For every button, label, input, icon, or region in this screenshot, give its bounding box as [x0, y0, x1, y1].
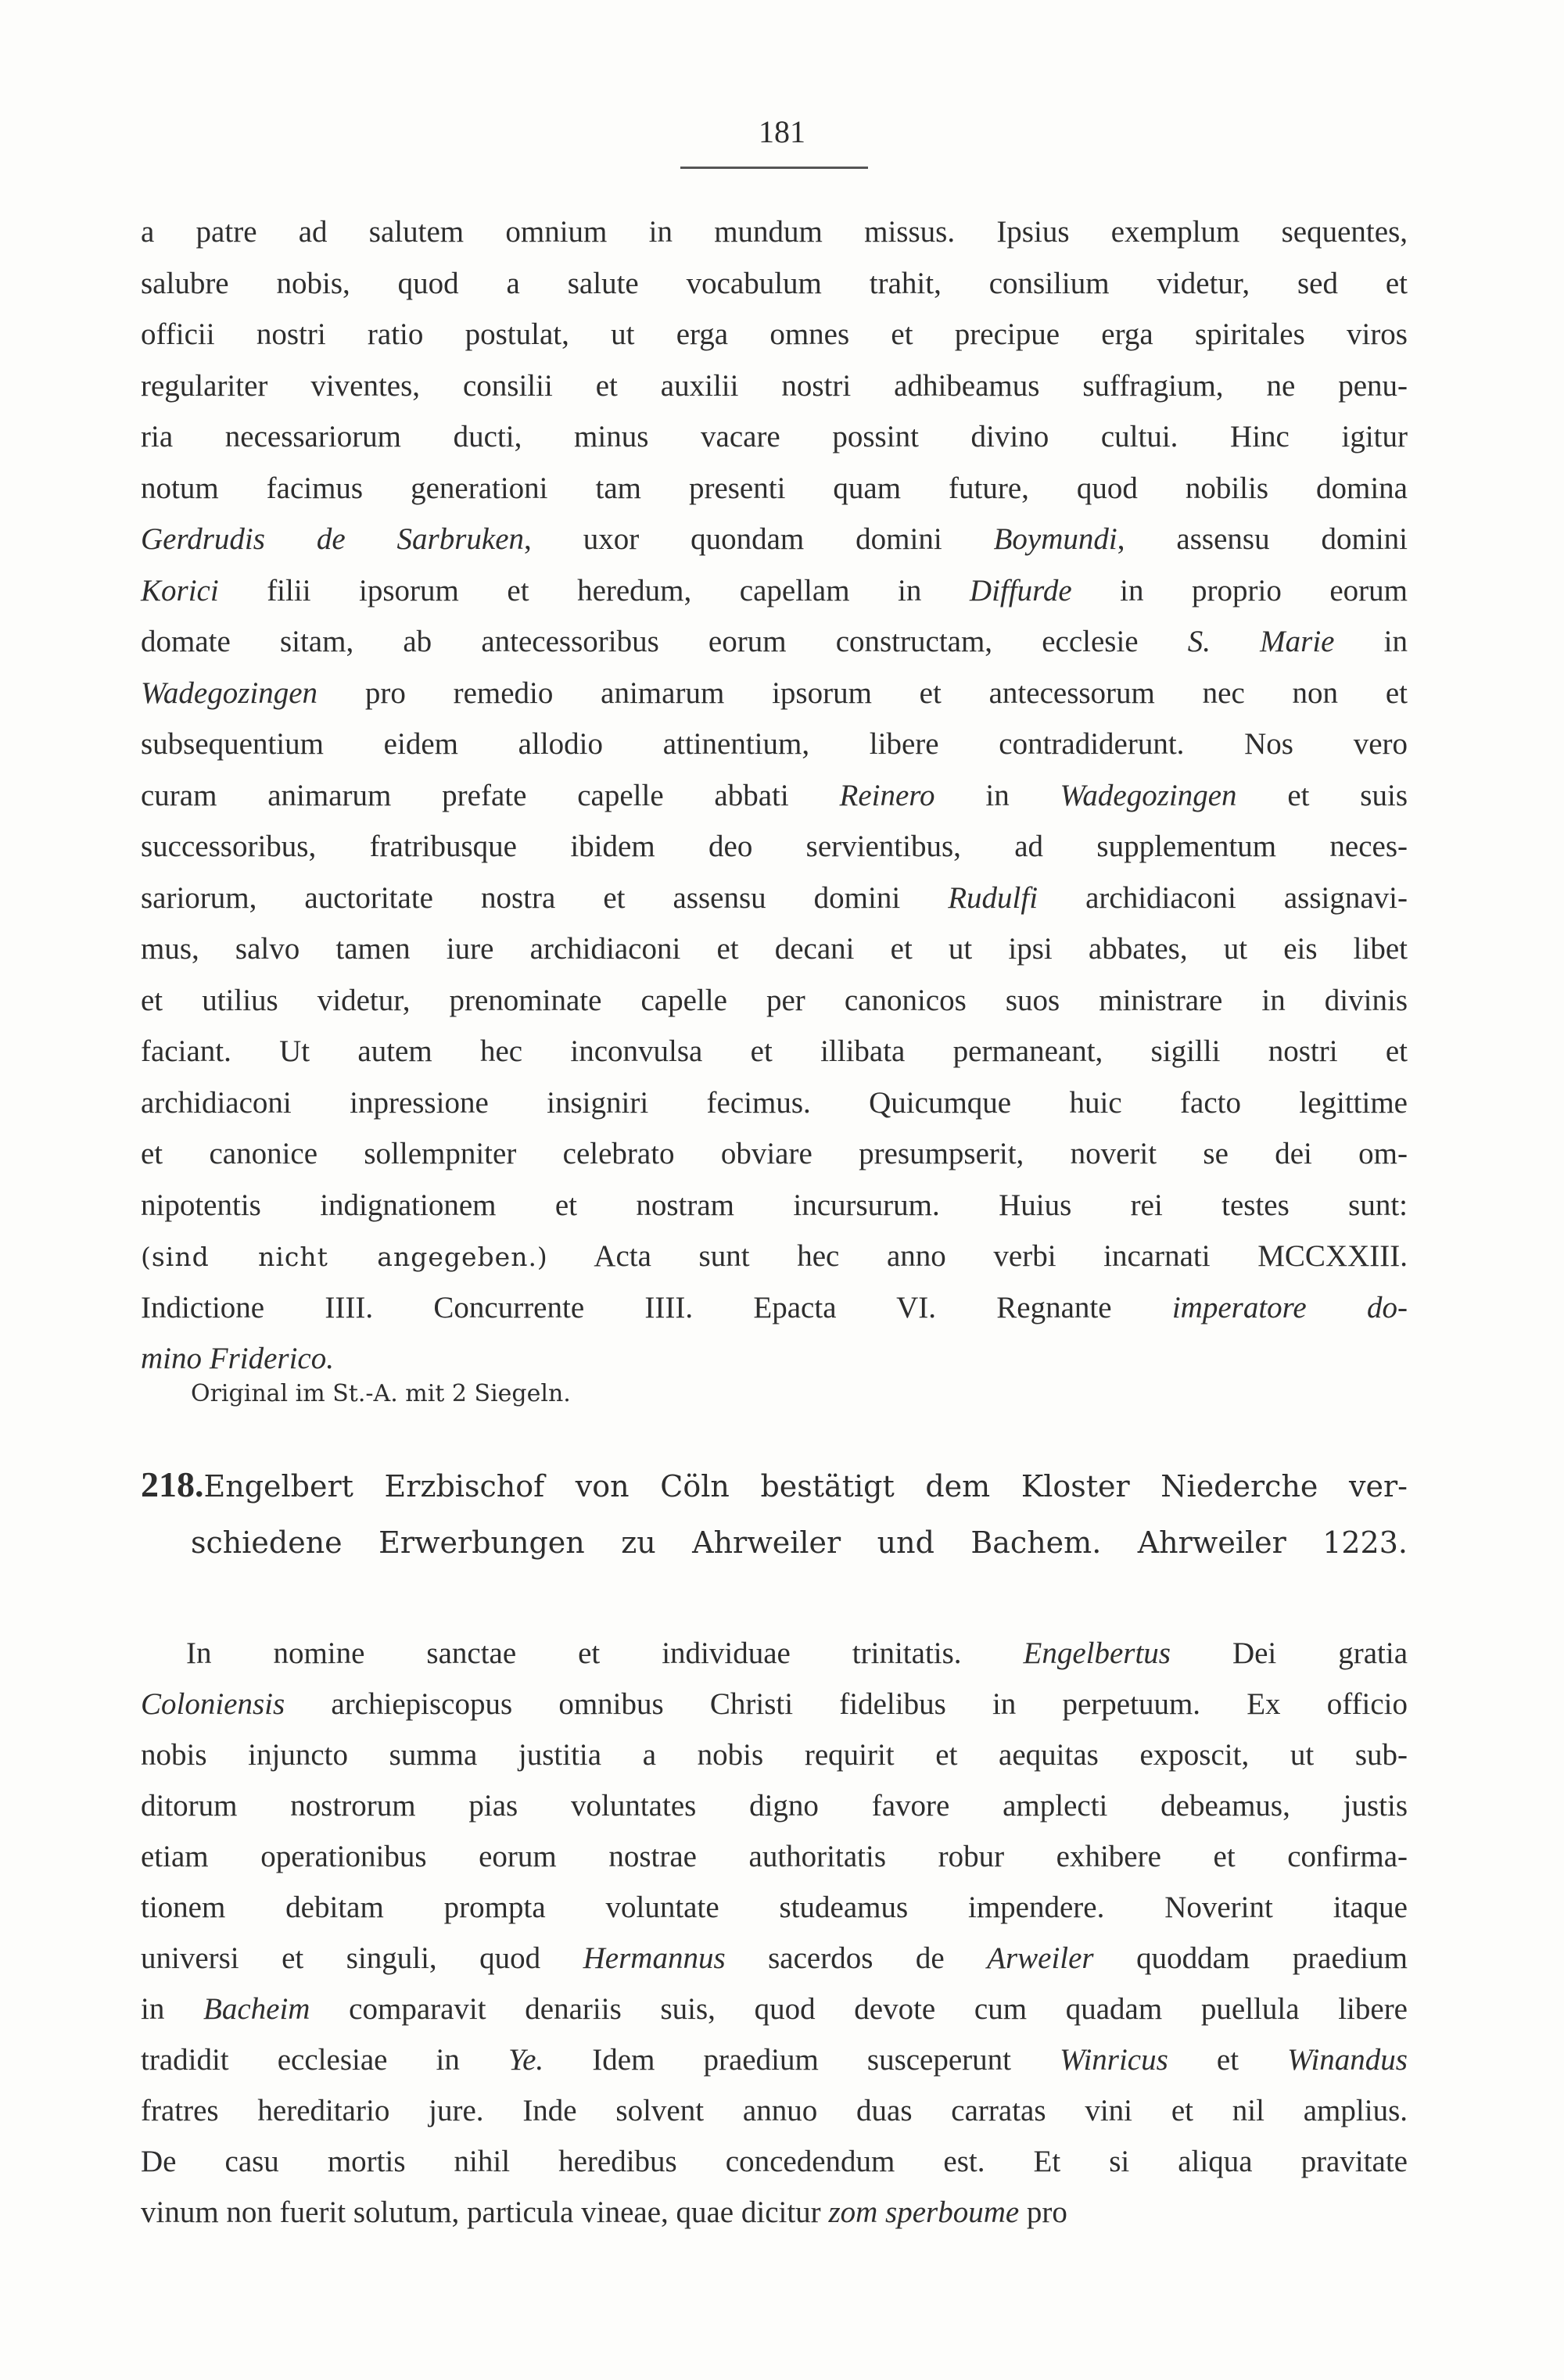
text-line	[141, 2034, 1408, 2085]
text-segment: in proprio eorum	[1071, 573, 1408, 608]
text-segment: subsequentium eidem allodio attinentium, libere contradiderunt. Nos vero	[141, 727, 1408, 761]
text-line	[141, 719, 1408, 770]
text-segment: in	[934, 778, 1060, 812]
text-segment: tionem debitam prompta voluntate studeamus impendere. Noverint itaque	[141, 1891, 1408, 1924]
text-line	[141, 923, 1408, 975]
italic-name: Gerdrudis de Sarbruken	[141, 522, 525, 556]
text-segment: nipotentis indignationem et nostram incursurum. Huius rei testes sunt:	[141, 1188, 1408, 1222]
text-segment: , assensu domini	[1117, 522, 1408, 556]
text-line	[141, 411, 1408, 463]
document-heading-218	[141, 1456, 1408, 1572]
italic-name: Rudulfi	[948, 880, 1038, 915]
text-segment: , uxor quondam domini	[524, 522, 994, 556]
text-segment: pro	[1019, 2195, 1067, 2229]
text-line	[141, 1628, 1408, 1679]
source-note: Original im St.-A. mit 2 Siegeln.	[191, 1380, 571, 1407]
italic-name: Reinero	[839, 778, 935, 812]
text-segment: In nomine sanctae et individuae trinitatis.	[186, 1636, 1024, 1670]
italic-name: mino Friderico.	[141, 1342, 334, 1375]
text-line	[141, 1180, 1408, 1231]
text-segment: successoribus, fratribusque ibidem deo servientibus, ad supplementum neces-	[141, 830, 1408, 863]
text-line	[141, 1282, 1408, 1334]
text-line	[141, 1933, 1408, 1984]
text-line	[141, 1831, 1408, 1882]
italic-name: Hermannus	[583, 1941, 726, 1975]
text-segment: et canonice sollempniter celebrato obviare presumpserit, noverit se dei om-	[141, 1137, 1408, 1170]
text-segment: fratres hereditario jure. Inde solvent annuo duas carratas vini et nil amplius.	[141, 2094, 1408, 2127]
heading-line-2: schiedene Erwerbungen zu Ahrweiler und Bachem. Ahrweiler 1223.	[191, 1525, 1408, 1560]
text-segment: ria necessariorum ducti, minus vacare possint divino cultui. Hinc igitur	[141, 420, 1408, 453]
text-segment: salubre nobis, quod a salute vocabulum trahit, consilium videtur, sed et	[141, 266, 1408, 300]
text-segment: etiam operationibus eorum nostrae authoritatis robur exhibere et confirma-	[141, 1840, 1408, 1873]
page-number-rule	[680, 167, 868, 169]
text-segment: De casu mortis nihil heredibus concedendum est. Et si aliqua pravitate	[141, 2145, 1408, 2178]
text-line	[141, 309, 1408, 360]
text-line	[141, 1984, 1408, 2034]
italic-name: Bacheim	[203, 1992, 310, 2026]
text-line	[141, 668, 1408, 719]
text-segment: regulariter viventes, consilii et auxilii nostri adhibeamus suffragium, ne penu-	[141, 368, 1408, 403]
text-segment: archiepiscopus omnibus Christi fidelibus in perpetuum. Ex officio	[285, 1687, 1408, 1721]
text-line	[141, 1077, 1408, 1129]
text-segment: Dei gratia	[1170, 1636, 1408, 1670]
text-segment: curam animarum prefate capelle abbati	[141, 778, 840, 812]
text-segment: comparavit denariis suis, quod devote cum quadam puellula libere	[310, 1992, 1408, 2026]
heading-line-1	[141, 1456, 1408, 1514]
text-segment: ditorum nostrorum pias voluntates digno favore amplecti debeamus, justis	[141, 1789, 1408, 1823]
italic-name: Diffurde	[969, 573, 1072, 608]
text-segment: universi et singuli, quod	[141, 1941, 583, 1975]
text-segment: sacerdos de	[725, 1941, 988, 1975]
italic-name: Coloniensis	[141, 1687, 285, 1721]
text-segment: in	[141, 1992, 204, 2026]
text-segment: vinum non fuerit solutum, particula vineae, quae dicitur	[141, 2195, 829, 2229]
text-segment: tradidit ecclesiae in	[141, 2043, 508, 2077]
text-line	[141, 2136, 1408, 2187]
text-line	[141, 565, 1408, 617]
text-line	[141, 2187, 1408, 2238]
document-number: 218.	[141, 1464, 204, 1504]
text-segment: et utilius videtur, prenominate capelle per canonicos suos ministrare in divinis	[141, 983, 1408, 1017]
text-line	[141, 1333, 1408, 1385]
text-line	[141, 514, 1408, 565]
text-segment: faciant. Ut autem hec inconvulsa et illibata permaneant, sigilli nostri et	[141, 1034, 1408, 1068]
text-line	[141, 463, 1408, 514]
italic-name: Boymundi	[993, 522, 1117, 556]
italic-name: Winandus	[1287, 2043, 1408, 2077]
text-line	[141, 873, 1408, 924]
text-segment: in	[1334, 625, 1408, 658]
text-line	[141, 2085, 1408, 2136]
paragraph-charter-217-text	[141, 206, 1408, 1385]
text-line	[141, 975, 1408, 1027]
text-segment: a patre ad salutem omnium in mundum missus. Ipsius exemplum sequentes,	[141, 215, 1408, 249]
text-segment: mus, salvo tamen iure archidiaconi et decani et ut ipsi abbates, ut eis libet	[141, 932, 1408, 966]
text-segment: officii nostri ratio postulat, ut erga omnes et precipue erga spiritales viros	[141, 317, 1408, 351]
text-segment: Acta sunt hec anno verbi incarnati MCCXXIII.	[547, 1239, 1408, 1273]
text-line	[141, 1882, 1408, 1933]
italic-name: imperatore do-	[1171, 1290, 1408, 1324]
text-segment: archidiaconi assignavi-	[1038, 880, 1408, 915]
text-line	[141, 770, 1408, 822]
italic-name: Winricus	[1060, 2043, 1168, 2077]
text-segment: Indictione IIII. Concurrente IIII. Epacta VI. Regnante	[141, 1290, 1172, 1324]
text-line	[141, 1231, 1408, 1282]
text-segment: filii ipsorum et heredum, capellam in	[218, 573, 970, 608]
italic-name: Ye.	[508, 2043, 544, 2077]
italic-name: Korici	[141, 573, 219, 608]
text-segment: sariorum, auctoritate nostra et assensu domini	[141, 880, 949, 915]
text-line	[141, 1026, 1408, 1077]
text-line	[141, 616, 1408, 668]
text-segment: et	[1168, 2043, 1288, 2077]
text-line	[141, 1679, 1408, 1729]
fraktur-note: (sind nicht angegeben.)	[141, 1242, 548, 1272]
paragraph-charter-218-text	[141, 1628, 1408, 2238]
italic-name: Arweiler	[987, 1941, 1094, 1975]
text-line	[141, 206, 1408, 258]
text-line	[141, 821, 1408, 873]
italic-name: S. Marie	[1187, 625, 1335, 658]
text-segment: quoddam praedium	[1093, 1941, 1408, 1975]
text-line	[141, 1780, 1408, 1831]
text-segment: nobis injuncto summa justitia a nobis requirit et aequitas exposcit, ut sub-	[141, 1738, 1408, 1772]
text-line	[141, 360, 1408, 412]
text-segment: pro remedio animarum ipsorum et antecessorum nec non et	[317, 676, 1408, 710]
text-line	[141, 1128, 1408, 1180]
text-segment: Idem praedium susceperunt	[543, 2043, 1060, 2077]
text-segment: et suis	[1236, 778, 1408, 812]
text-segment: archidiaconi inpressione insigniri fecimus. Quicumque huic facto legittime	[141, 1085, 1408, 1120]
page-number: 181	[759, 114, 805, 149]
italic-name: Wadegozingen	[141, 676, 318, 710]
heading-text-1: Engelbert Erzbischof von Cöln bestätigt dem Kloster Niederche ver-	[203, 1469, 1408, 1504]
italic-name: Wadegozingen	[1060, 778, 1237, 812]
text-segment: notum facimus generationi tam presenti quam future, quod nobilis domina	[141, 471, 1408, 505]
text-line	[141, 1729, 1408, 1780]
italic-name: Engelbertus	[1023, 1636, 1171, 1670]
italic-name: zom sperboume	[828, 2195, 1020, 2229]
text-segment: domate sitam, ab antecessoribus eorum constructam, ecclesie	[141, 625, 1188, 658]
text-line	[141, 258, 1408, 310]
